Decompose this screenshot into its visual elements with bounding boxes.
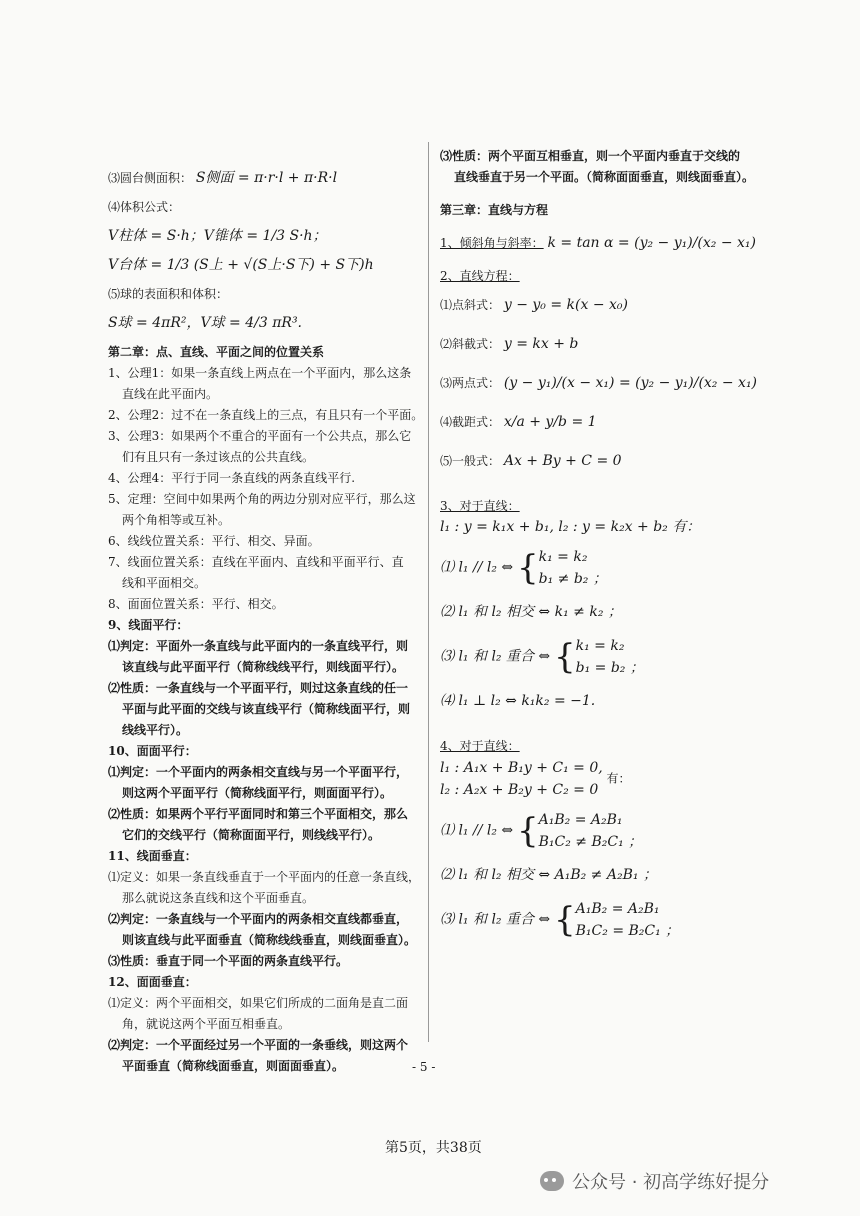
section-12-title: 12、面面垂直： (108, 975, 197, 989)
parallel-condition-2: ⑴ l₁ // l₂ ⇔ { A₁B₂ = A₂B₁ B₁C₂ ≠ B₂C₁ ； (440, 811, 643, 851)
volume-heading: ⑷体积公式： (108, 200, 181, 214)
section-12-definition-cont: 角，就说这两个平面互相垂直。 (122, 1017, 291, 1031)
section-9-judge-cont: 该直线与此平面平行（简称线线平行，则线面平行）。 (122, 660, 405, 674)
axiom-1: 1、公理1：如果一条直线上两点在一个平面内，那么这条 (108, 366, 412, 380)
section-9-property-cont1: 平面与此平面的交线与该直线平行（简称线面平行，则 (122, 702, 411, 716)
section-11-property: ⑶性质：垂直于同一个平面的两条直线平行。 (108, 954, 349, 968)
chapter-3-title: 第三章：直线与方程 (440, 203, 549, 217)
section-3-heading: 3、对于直线： (440, 499, 520, 513)
section-10-title: 10、面面平行： (108, 744, 197, 758)
page-footer: 第5页，共38页 (385, 1140, 482, 1156)
theorem: 5、定理：空间中如果两个角的两边分别对应平行，那么这 (108, 492, 416, 506)
section-12-definition: ⑴定义：两个平面相交，如果它们所成的二面角是直二面 (108, 996, 409, 1010)
section-12-judge-cont: 平面垂直（简称线面垂直，则面面垂直）。 (122, 1059, 345, 1073)
section-10-property-cont: 它们的交线平行（简称面面平行，则线线平行）。 (122, 828, 381, 842)
axiom-4: 4、公理4：平行于同一条直线的两条直线平行. (108, 471, 356, 485)
section-10-property: ⑵性质：如果两个平行平面同时和第三个平面相交，那么 (108, 807, 409, 821)
column-divider (428, 142, 429, 1042)
right-column (440, 146, 770, 942)
two-point-form: ⑶两点式： (y − y₁)/(x − x₁) = (y₂ − y₁)/(x₂ − x₁) (440, 375, 758, 391)
section-10-judge: ⑴判定：一个平面内的两条相交直线与另一个平面平行， (108, 765, 409, 779)
plane-perp-property-cont: 直线垂直于另一个平面。（简称面面垂直，则线面垂直）。 (454, 170, 755, 184)
intercept-form: ⑷截距式： x/a + y/b = 1 (440, 414, 597, 430)
section-10-judge-cont: 则这两个平面平行（简称线面平行，则面面平行）。 (122, 786, 393, 800)
intersect-condition-1: ⑵ l₁ 和 l₂ 相交 ⇔ k₁ ≠ k₂ ； (440, 604, 622, 620)
section-11-definition: ⑴定义：如果一条直线垂直于一个平面内的任意一条直线， (108, 870, 421, 884)
section-11-definition-cont: 那么就说这条直线和这个平面垂直。 (122, 891, 315, 905)
axiom-3-cont: 们有且只有一条过该点的公共直线。 (122, 450, 315, 464)
line-plane-relation-cont: 线和平面相交。 (122, 576, 207, 590)
section-9-title: 9、线面平行： (108, 618, 189, 632)
sphere-formula: S球 = 4πR²，V球 = 4/3 πR³. (108, 315, 303, 331)
section-4-lines: l₁ : A₁x + B₁y + C₁ = 0, l₂ : A₂x + B₂y + C₂ = 0 有： (440, 760, 631, 798)
line-plane-relation: 7、线面位置关系：直线在平面内、直线和平面平行、直 (108, 555, 404, 569)
line-line-relation: 6、线线位置关系：平行、相交、异面。 (108, 534, 320, 548)
watermark (540, 1168, 769, 1194)
slope-line: 1、倾斜角与斜率： k = tan α = (y₂ − y₁)/(x₂ − x₁) (440, 235, 756, 251)
axiom-3: 3、公理3：如果两个不重合的平面有一个公共点，那么它 (108, 429, 412, 443)
section-11-title: 11、线面垂直： (108, 849, 197, 863)
section-4-heading: 4、对于直线： (440, 739, 520, 753)
slope-intercept-form: ⑵斜截式： y = kx + b (440, 336, 579, 352)
axiom-1-cont: 直线在此平面内。 (122, 387, 219, 401)
section-12-judge: ⑵判定：一个平面经过另一个平面的一条垂线，则这两个 (108, 1038, 409, 1052)
chapter-2-title: 第二章：点、直线、平面之间的位置关系 (108, 345, 325, 359)
section-9-property: ⑵性质：一条直线与一个平面平行，则过这条直线的任一 (108, 681, 409, 695)
general-form: ⑸一般式： Ax + By + C = 0 (440, 453, 622, 469)
plane-plane-relation: 8、面面位置关系：平行、相交。 (108, 597, 284, 611)
perpendicular-condition-1: ⑷ l₁ ⊥ l₂ ⇔ k₁k₂ = −1. (440, 693, 596, 709)
volume-formula-2: V台体 = 1/3 (S上 + √(S上·S下) + S下)h (108, 257, 374, 273)
section-11-judge: ⑵判定：一条直线与一个平面内的两条相交直线都垂直， (108, 912, 409, 926)
line-equations-heading: 2、直线方程： (440, 269, 520, 283)
frustum-area-line: ⑶圆台侧面积： S侧面 = π·r·l + π·R·l (108, 170, 338, 186)
volume-formula-1: V柱体 = S·h；V锥体 = 1/3 S·h； (108, 228, 327, 244)
page-number: - 5 - (412, 1060, 436, 1074)
section-9-property-cont2: 线线平行）。 (122, 723, 189, 737)
point-slope-form: ⑴点斜式： y − y₀ = k(x − x₀) (440, 297, 628, 313)
parallel-condition-1: ⑴ l₁ // l₂ ⇔ { k₁ = k₂ b₁ ≠ b₂ ； (440, 548, 607, 588)
coincide-condition-1: ⑶ l₁ 和 l₂ 重合 ⇔ { k₁ = k₂ b₁ = b₂ ； (440, 637, 644, 677)
plane-perp-property: ⑶性质：两个平面互相垂直，则一个平面内垂直于交线的 (440, 149, 741, 163)
section-11-judge-cont: 则该直线与此平面垂直（简称线线垂直，则线面垂直）。 (122, 933, 417, 947)
axiom-2: 2、公理2：过不在一条直线上的三点，有且只有一个平面。 (108, 408, 424, 422)
left-column (108, 168, 424, 1077)
watermark-text: 公众号 · 初高学练好提分 (572, 1172, 770, 1193)
theorem-cont: 两个角相等或互补。 (122, 513, 231, 527)
section-9-judge: ⑴判定：平面外一条直线与此平面内的一条直线平行，则 (108, 639, 409, 653)
coincide-condition-2: ⑶ l₁ 和 l₂ 重合 ⇔ { A₁B₂ = A₂B₁ B₁C₂ = B₂C₁ ； (440, 900, 680, 940)
sphere-heading: ⑸球的表面积和体积： (108, 287, 229, 301)
section-3-lines: l₁ : y = k₁x + b₁, l₂ : y = k₂x + b₂ 有： (440, 519, 701, 535)
wechat-icon (540, 1171, 564, 1191)
intersect-condition-2: ⑵ l₁ 和 l₂ 相交 ⇔ A₁B₂ ≠ A₂B₁ ； (440, 867, 657, 883)
